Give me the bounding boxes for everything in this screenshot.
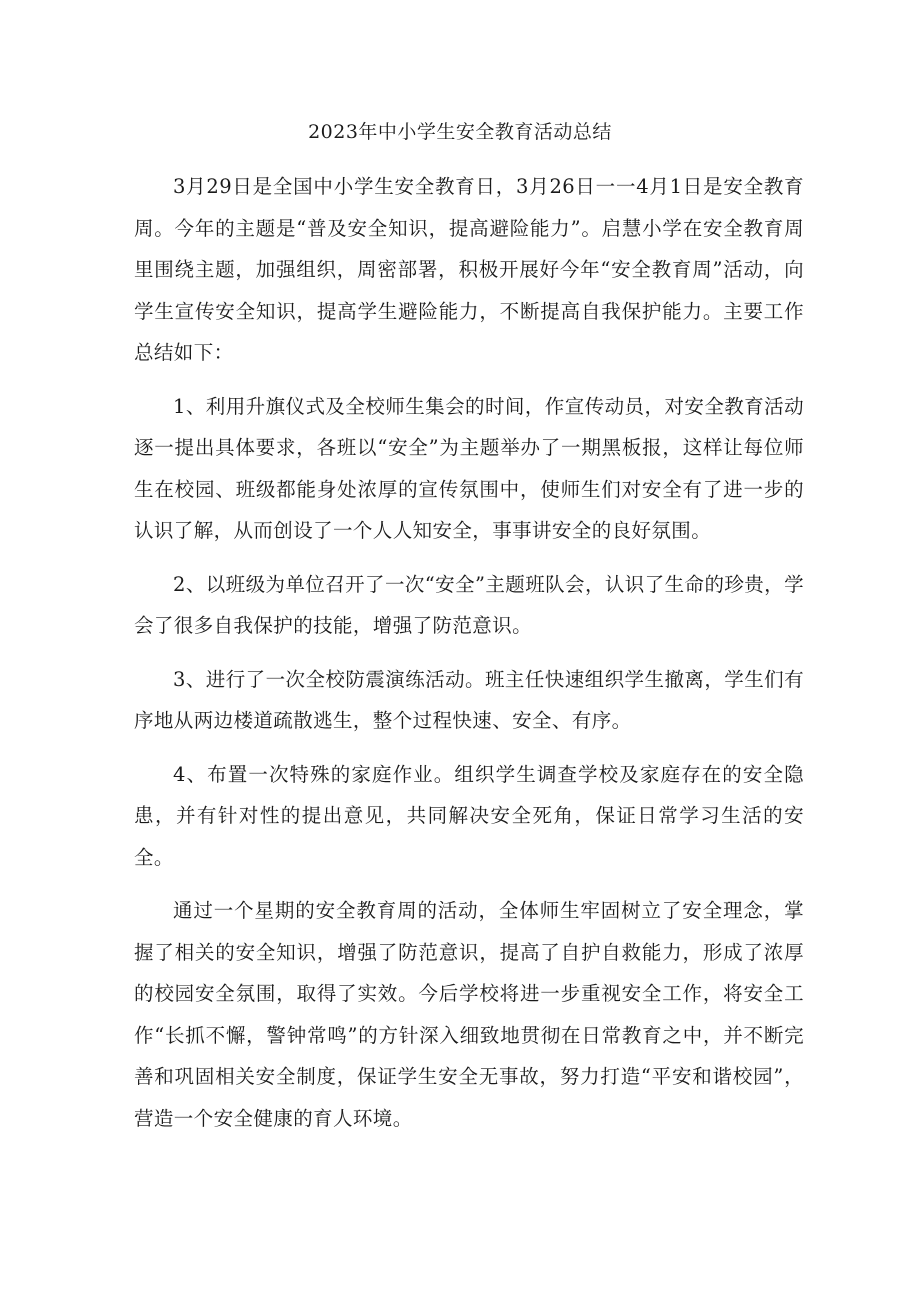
item-1-paragraph: 1、利用升旗仪式及全校师生集会的时间，作宣传动员，对安全教育活动逐一提出具体要求，各班以“安全”为主题举办了一期黑板报，这样让每位师生在校园、班级都能身处浓厚的宣传氛围中，使师生们对安全有了进一步的认识了解，从而创设了一个人人知安全，事事讲安全的良好氛围。 <box>134 394 804 542</box>
document-title: 2023年中小学生安全教育活动总结 <box>308 121 612 143</box>
conclusion-paragraph: 通过一个星期的安全教育周的活动，全体师生牢固树立了安全理念，掌握了相关的安全知识，增强了防范意识，提高了自护自救能力，形成了浓厚的校园安全氛围，取得了实效。今后学校将进一步重视安全工作，将安全工作“长抓不懈，警钟常鸣”的方针深入细致地贯彻在日常教育之中，并不断完善和巩固相关安全制度，保证学生安全无事故，努力打造“平安和谐校园”，营造一个安全健康的育人环境。 <box>134 899 804 1130</box>
document-body <box>134 166 804 1139</box>
intro-paragraph: 3月29日是全国中小学生安全教育日，3月26日一一4月1日是安全教育周。今年的主题是“普及安全知识，提高避险能力”。启慧小学在安全教育周里围绕主题，加强组织，周密部署，积极开展好今年“安全教育周”活动，向学生宣传安全知识，提高学生避险能力，不断提高自我保护能力。主要工作总结如下： <box>134 175 804 364</box>
item-3-paragraph: 3、进行了一次全校防震演练活动。班主任快速组织学生撤离，学生们有序地从两边楼道疏散逃生，整个过程快速、安全、有序。 <box>134 667 804 732</box>
item-4-paragraph: 4、布置一次特殊的家庭作业。组织学生调查学校及家庭存在的安全隐患，并有针对性的提出意见，共同解决安全死角，保证日常学习生活的安全。 <box>134 762 804 869</box>
item-2-paragraph: 2、以班级为单位召开了一次“安全”主题班队会，认识了生命的珍贵，学会了很多自我保护的技能，增强了防范意识。 <box>134 572 804 637</box>
